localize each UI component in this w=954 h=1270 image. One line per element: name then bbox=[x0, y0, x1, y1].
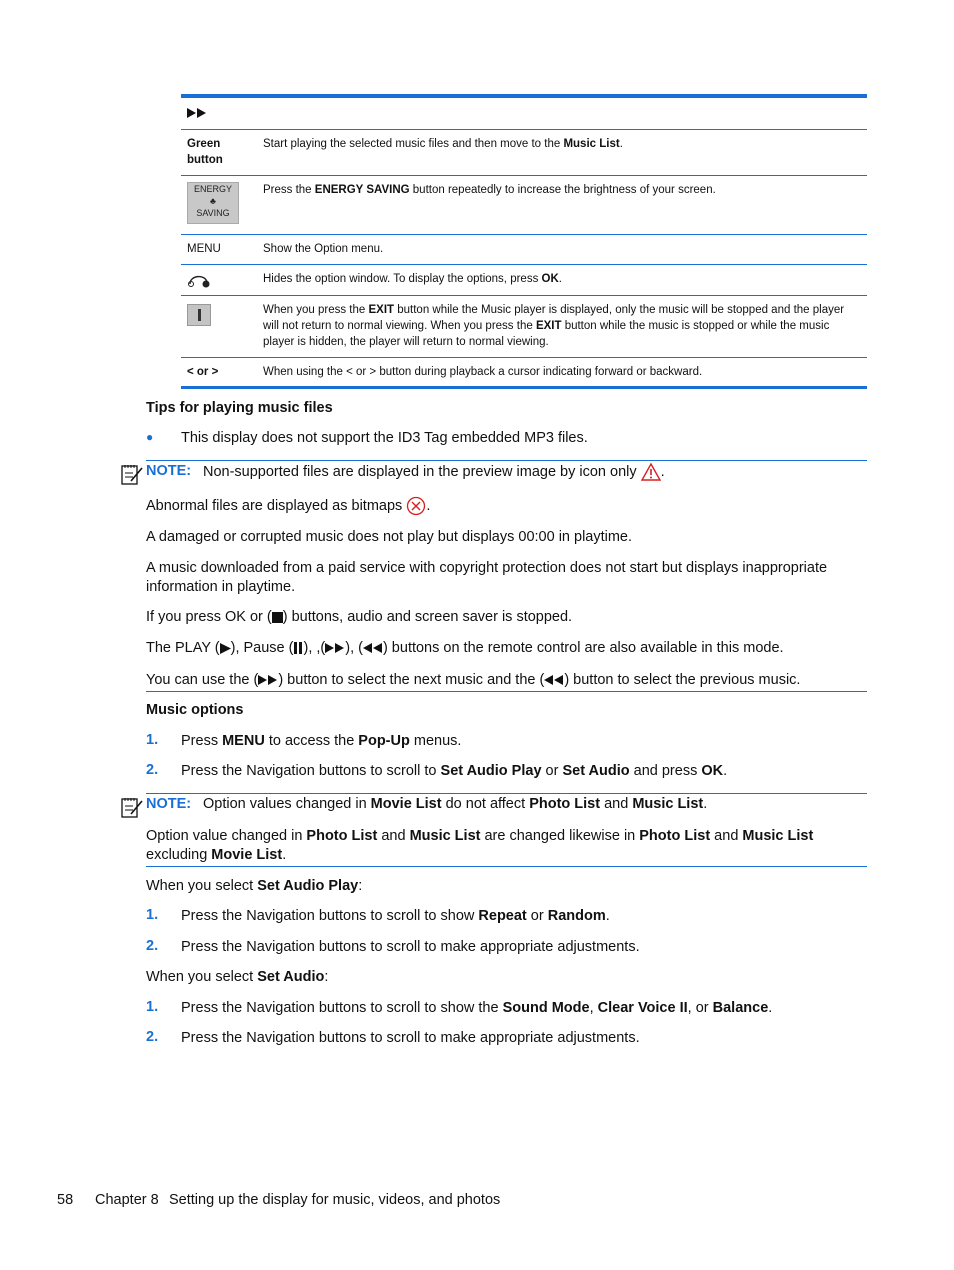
set-audio-play-intro bbox=[146, 877, 866, 896]
step-bold: Sound Mode bbox=[502, 1000, 590, 1016]
tips-heading: Tips for playing music files bbox=[146, 400, 333, 416]
step-part: to access the bbox=[264, 733, 359, 749]
step-part: Press the Navigation buttons to scroll to bbox=[181, 763, 441, 779]
row-description bbox=[263, 136, 859, 152]
step-bold: Clear Voice II bbox=[597, 1000, 688, 1016]
step-part: or bbox=[526, 908, 548, 924]
leaf-icon: ♣ bbox=[210, 196, 216, 206]
note-text-content: Non-supported files are displayed in the preview image by icon only bbox=[203, 463, 637, 480]
note-part: . bbox=[282, 847, 287, 863]
ok-text: ) buttons, audio and screen saver is stopped. bbox=[282, 609, 573, 625]
note-part: are changed likewise in bbox=[480, 828, 640, 844]
play-text: ), Pause ( bbox=[230, 640, 294, 656]
note-rule-top bbox=[146, 793, 867, 794]
error-x-icon bbox=[406, 496, 426, 516]
bullet-icon: ● bbox=[146, 430, 154, 444]
desc-text: Press the bbox=[263, 184, 315, 196]
desc-bold: Music List bbox=[563, 138, 620, 150]
step-text: Press the Navigation buttons to scroll to make appropriate adjustments. bbox=[181, 939, 640, 955]
step-text bbox=[181, 762, 871, 781]
note-part: . bbox=[703, 796, 708, 812]
energy-icon-text: ENERGY bbox=[193, 184, 232, 194]
note-part: and bbox=[600, 796, 633, 812]
step-bold: Set Audio Play bbox=[440, 763, 542, 779]
table-row bbox=[181, 296, 867, 358]
row-label-line: Green bbox=[187, 138, 221, 150]
desc-text: button while the Music player is displayed, only the music will be stopped and the player will not return to normal viewing. When you press the bbox=[263, 304, 845, 332]
energy-icon-text: SAVING bbox=[196, 208, 230, 218]
step-part: menus. bbox=[409, 733, 462, 749]
note-bold: Photo List bbox=[529, 796, 601, 812]
ok-text: If you press OK or ( bbox=[146, 609, 272, 625]
play-paragraph bbox=[146, 639, 866, 658]
table-row bbox=[181, 235, 867, 265]
note-label: NOTE: bbox=[146, 796, 192, 812]
exit-icon bbox=[187, 304, 211, 326]
row-description: Show the Option menu. bbox=[263, 243, 384, 255]
rewind-icon bbox=[363, 643, 383, 653]
note-bold: Photo List bbox=[639, 828, 711, 844]
return-icon bbox=[187, 272, 211, 288]
fast-forward-icon bbox=[325, 643, 345, 653]
step-part: Press bbox=[181, 733, 223, 749]
next-text: ) button to select the previous music. bbox=[564, 672, 801, 688]
note-rule-top bbox=[146, 460, 867, 461]
table-header-row bbox=[181, 98, 867, 130]
note-label: NOTE: bbox=[146, 463, 192, 479]
step-part: Press the Navigation buttons to scroll to show bbox=[181, 908, 479, 924]
step-part: , or bbox=[687, 1000, 713, 1016]
desc-bold: EXIT bbox=[535, 320, 562, 332]
abnormal-text: Abnormal files are displayed as bitmaps bbox=[146, 497, 403, 514]
step-bold: Pop-Up bbox=[358, 733, 410, 749]
note-part: excluding bbox=[146, 847, 212, 863]
note-icon bbox=[120, 795, 144, 819]
next-text: ) button to select the next music and the ( bbox=[278, 672, 545, 688]
desc-text: . bbox=[558, 273, 562, 285]
table-row bbox=[181, 265, 867, 296]
damaged-paragraph: A damaged or corrupted music does not play but displays 00:00 in playtime. bbox=[146, 529, 633, 545]
note-bold: Music List bbox=[409, 828, 481, 844]
step-bold: Set Audio bbox=[562, 763, 630, 779]
row-description bbox=[263, 302, 859, 350]
tips-bullet-text: This display does not support the ID3 Tag embedded MP3 files. bbox=[181, 430, 588, 446]
desc-bold: EXIT bbox=[368, 304, 395, 316]
fast-forward-icon bbox=[187, 108, 207, 118]
energy-saving-button-icon bbox=[187, 182, 239, 224]
intro-bold: Set Audio Play bbox=[257, 878, 359, 894]
step-number: 2. bbox=[146, 938, 159, 954]
step-bold: Random bbox=[547, 908, 606, 924]
note-part: Option value changed in bbox=[146, 828, 307, 844]
step-number: 1. bbox=[146, 999, 159, 1015]
set-audio-intro bbox=[146, 968, 866, 987]
note-text bbox=[203, 796, 863, 812]
table-row bbox=[181, 358, 867, 386]
intro-part: When you select bbox=[146, 969, 258, 985]
step-text bbox=[181, 732, 871, 751]
music-options-heading: Music options bbox=[146, 702, 244, 718]
table-row bbox=[181, 176, 867, 235]
note-bold: Music List bbox=[742, 828, 814, 844]
row-description bbox=[263, 271, 859, 287]
play-text: ) buttons on the remote control are also available in this mode. bbox=[382, 640, 784, 656]
play-text: ), ( bbox=[345, 640, 363, 656]
ok-paragraph bbox=[146, 608, 866, 627]
row-description: When using the < or > button during playback a cursor indicating forward or backward. bbox=[263, 366, 703, 378]
table-row bbox=[181, 130, 867, 176]
intro-part: : bbox=[358, 878, 363, 894]
note-part: and bbox=[710, 828, 743, 844]
step-bold: MENU bbox=[222, 733, 265, 749]
note-bold: Movie List bbox=[211, 847, 283, 863]
play-icon bbox=[220, 643, 231, 654]
step-number: 2. bbox=[146, 762, 159, 778]
stop-icon bbox=[272, 612, 283, 623]
page-number: 58 bbox=[57, 1192, 74, 1208]
desc-text: button repeatedly to increase the brightness of your screen. bbox=[409, 184, 716, 196]
note-paragraph bbox=[146, 827, 866, 865]
chapter-title: Setting up the display for music, videos, and photos bbox=[169, 1192, 501, 1208]
step-part: or bbox=[541, 763, 563, 779]
row-label: MENU bbox=[187, 243, 221, 255]
note-part: do not affect bbox=[441, 796, 530, 812]
desc-text: When you press the bbox=[263, 304, 369, 316]
play-text: The PLAY ( bbox=[146, 640, 220, 656]
step-bold: OK bbox=[701, 763, 724, 779]
step-part: . bbox=[768, 1000, 773, 1016]
note-rule-bottom bbox=[146, 691, 867, 692]
intro-bold: Set Audio bbox=[257, 969, 325, 985]
note-part: and bbox=[377, 828, 410, 844]
note-bold: Music List bbox=[632, 796, 704, 812]
step-text bbox=[181, 907, 871, 926]
warning-icon bbox=[641, 463, 661, 481]
intro-part: When you select bbox=[146, 878, 258, 894]
desc-bold: ENERGY SAVING bbox=[314, 184, 410, 196]
row-label bbox=[187, 136, 257, 168]
paid-paragraph: A music downloaded from a paid service with copyright protection does not start but displays inappropriate information in playtime. bbox=[146, 560, 828, 595]
remote-buttons-table bbox=[181, 94, 867, 389]
step-part: . bbox=[723, 763, 728, 779]
chapter-label: Chapter 8 bbox=[95, 1192, 159, 1208]
note-rule-bottom bbox=[146, 866, 867, 867]
abnormal-paragraph: Abnormal files are displayed as bitmaps . bbox=[146, 496, 866, 516]
step-part: and press bbox=[629, 763, 702, 779]
intro-part: : bbox=[324, 969, 329, 985]
note-part: Option values changed in bbox=[203, 796, 371, 812]
step-part: . bbox=[605, 908, 610, 924]
step-number: 2. bbox=[146, 1029, 159, 1045]
rewind-icon bbox=[544, 675, 564, 685]
desc-text: Start playing the selected music files and then move to the bbox=[263, 138, 564, 150]
step-part: , bbox=[589, 1000, 598, 1016]
step-number: 1. bbox=[146, 732, 159, 748]
step-part: Press the Navigation buttons to scroll to show the bbox=[181, 1000, 503, 1016]
step-number: 1. bbox=[146, 907, 159, 923]
pause-icon bbox=[293, 642, 303, 654]
row-label-line: button bbox=[187, 154, 223, 166]
note-bold: Photo List bbox=[306, 828, 378, 844]
note-text: Non-supported files are displayed in the preview image by icon only . bbox=[203, 463, 665, 480]
step-bold: Repeat bbox=[478, 908, 527, 924]
desc-text: Hides the option window. To display the options, press bbox=[263, 273, 542, 285]
step-text: Press the Navigation buttons to scroll to make appropriate adjustments. bbox=[181, 1030, 640, 1046]
step-text bbox=[181, 999, 871, 1018]
play-text: ), ,( bbox=[303, 640, 326, 656]
desc-text: button while the music is stopped or while the music player is hidden, the player will return to normal viewing. bbox=[263, 320, 830, 348]
row-label: < or > bbox=[187, 366, 219, 378]
note-icon bbox=[120, 462, 144, 486]
row-description bbox=[263, 182, 859, 198]
next-paragraph bbox=[146, 671, 866, 690]
fast-forward-icon bbox=[258, 675, 278, 685]
step-bold: Balance bbox=[712, 1000, 769, 1016]
desc-text: . bbox=[619, 138, 623, 150]
next-text: You can use the ( bbox=[146, 672, 259, 688]
desc-bold: OK bbox=[541, 273, 559, 285]
note-bold: Movie List bbox=[370, 796, 442, 812]
